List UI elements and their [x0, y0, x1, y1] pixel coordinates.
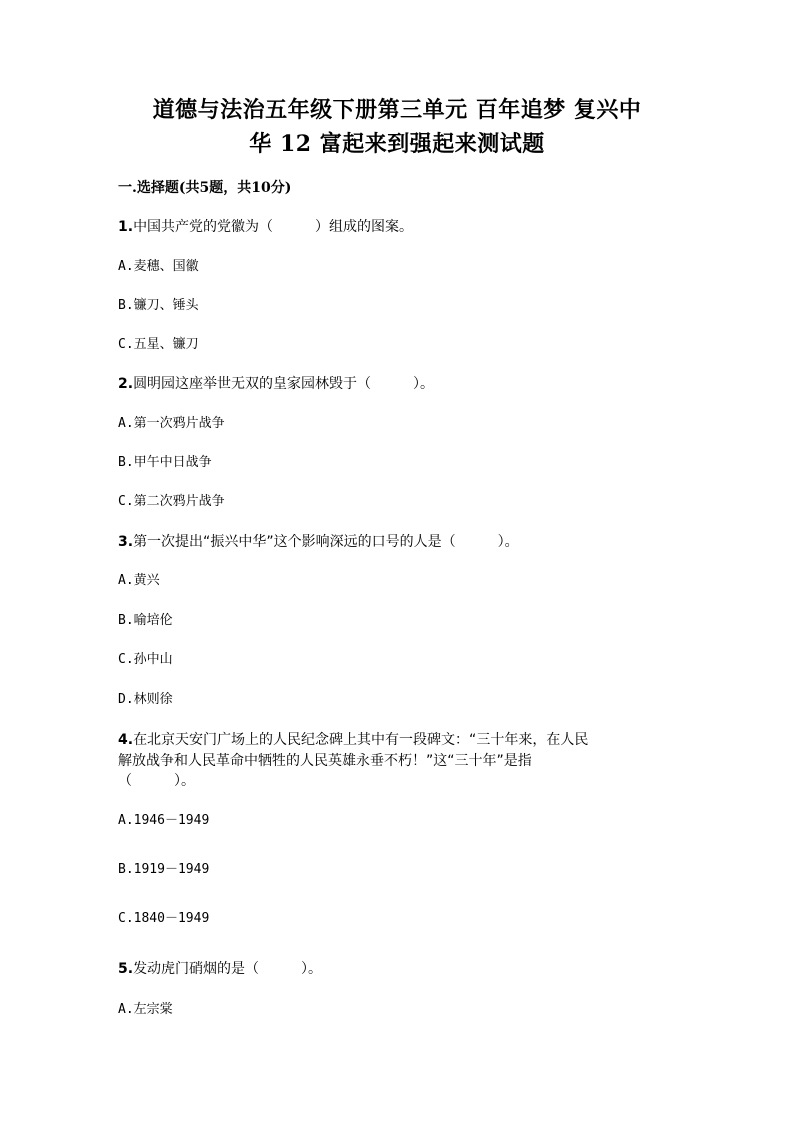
question-text: 第一次提出“振兴中华”这个影响深远的口号的人是（ ）。 — [133, 534, 519, 550]
question-4-text-line-3: （ ）。 — [118, 773, 195, 789]
option-4-b: B.1919－1949 — [118, 862, 210, 877]
question-3 — [118, 532, 519, 552]
option-1-b: B.镰刀、锤头 — [118, 298, 199, 313]
question-text: 中国共产党的党徽为（ ）组成的图案。 — [133, 219, 414, 235]
option-3-b: B.喻培伦 — [118, 613, 173, 628]
question-text: 圆明园这座举世无双的皇家园林毁于（ ）。 — [133, 376, 435, 392]
option-2-a: A.第一次鸦片战争 — [118, 416, 225, 431]
question-number: 3. — [118, 534, 134, 550]
document-title-line-1: 道德与法治五年级下册第三单元 百年追梦 复兴中 — [152, 97, 642, 123]
question-2 — [118, 374, 434, 394]
option-3-c: C.孙中山 — [118, 652, 173, 667]
question-4 — [118, 730, 588, 750]
question-text: 发动虎门硝烟的是（ ）。 — [133, 961, 323, 977]
question-number: 1. — [118, 219, 134, 235]
question-number: 4. — [118, 732, 134, 748]
option-4-c: C.1840－1949 — [118, 911, 210, 926]
question-number: 2. — [118, 376, 134, 392]
option-2-c: C.第二次鸦片战争 — [118, 494, 225, 509]
question-5 — [118, 959, 322, 979]
option-3-d: D.林则徐 — [118, 692, 173, 707]
section-heading: 一.选择题(共5题，共10分) — [118, 180, 292, 196]
question-4-text-line-2: 解放战争和人民革命中牺牲的人民英雄永垂不朽！”这“三十年”是指 — [118, 753, 532, 769]
document-title-line-2: 华 12 富起来到强起来测试题 — [249, 131, 545, 157]
option-1-a: A.麦穗、国徽 — [118, 259, 199, 274]
question-text-line-1: 在北京天安门广场上的人民纪念碑上其中有一段碑文：“三十年来，在人民 — [133, 732, 589, 748]
option-4-a: A.1946－1949 — [118, 813, 210, 828]
option-3-a: A.黄兴 — [118, 573, 160, 588]
option-2-b: B.甲午中日战争 — [118, 455, 212, 470]
question-number: 5. — [118, 961, 134, 977]
option-1-c: C.五星、镰刀 — [118, 337, 199, 352]
option-5-a: A.左宗棠 — [118, 1002, 173, 1017]
question-1 — [118, 217, 413, 237]
